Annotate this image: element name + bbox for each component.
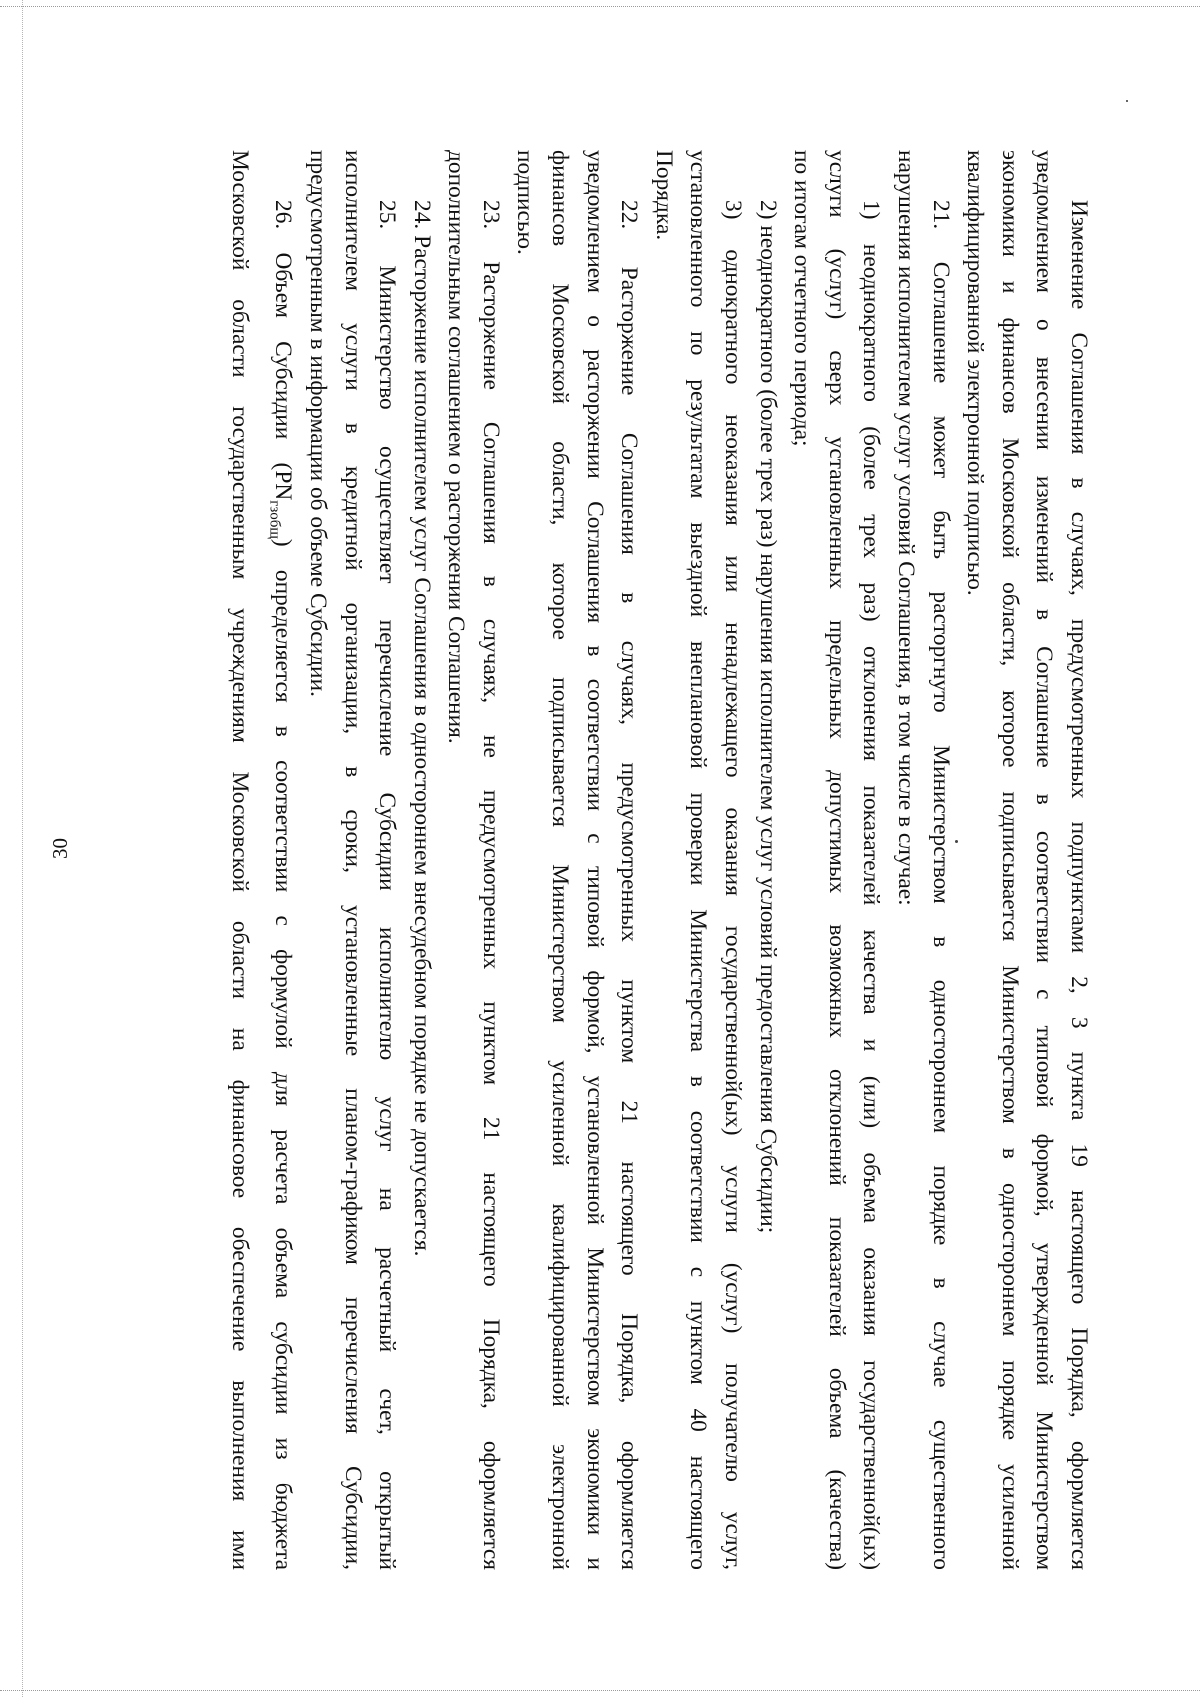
paragraph-line: установленного по результатам выездной внеплановой проверки Министерства в соответствии с пунктом 40 настоящего (685, 150, 712, 1570)
paragraph-line: 24. Расторжение исполнителем услуг Соглашения в одностороннем внесудебном порядке не допускается. (408, 200, 435, 1257)
paragraph-line: квалифицированной электронной подписью. (962, 150, 989, 596)
paragraph-line: дополнительным соглашением о расторжении Соглашения. (443, 150, 470, 744)
paragraph-line: по итогам отчетного периода; (789, 150, 816, 447)
paragraph-line: нарушения исполнителем услуг условий Соглашения, в том числе в случае: (893, 150, 920, 906)
paragraph-line: 23. Расторжение Соглашения в случаях, не предусмотренных пунктом 21 настоящего Порядка, оформляется (477, 200, 504, 1570)
paragraph-line: Порядка. (650, 150, 677, 241)
paragraph-line: уведомлением о расторжении Соглашения в соответствии с типовой формой, установленной Министерством экономики и (581, 150, 608, 1570)
paragraph-line: 2) неоднократного (более трех раз) нарушения исполнителем услуг условий предоставления Субсидии; (754, 200, 781, 1234)
document-body (222, 150, 1096, 1570)
paragraph-line: 22. Расторжение Соглашения в случаях, предусмотренных пунктом 21 настоящего Порядка, оформляется (616, 200, 643, 1570)
paragraph-line: Московской области государственным учреждениям Московской области на финансовое обеспечение выполнения ими (227, 150, 254, 1570)
paragraph-line: 21. Соглашение может быть расторгнуто Министерством в одностороннем порядке в случае существенного (927, 200, 954, 1570)
paragraph-line: уведомлением о внесении изменений в Соглашение в соответствии с типовой формой, утвержденной Министерством (1031, 150, 1058, 1570)
paragraph-line: 26. Объем Субсидии $(PN_{гзобщ})$ определяется в соответствии с формулой для расчета объема субсидии из бюджета (266, 200, 297, 1570)
paragraph-line: услуги (услуг) сверх установленных предельных допустимых возможных отклонений показателей объема (качества) (823, 150, 850, 1570)
paragraph-line: экономики и финансов Московской области, которое подписывается Министерством в одностороннем порядке усиленной (996, 150, 1023, 1570)
paragraph-line: подписью. (512, 150, 539, 255)
paragraph-line: Изменение Соглашения в случаях, предусмотренных подпунктами 2, 3 пункта 19 настоящего Порядка, оформляется (1066, 200, 1092, 1570)
paragraph-line: 1) неоднократного (более трех раз) отклонения показателей качества и (или) объема оказания государственной(ых) (858, 200, 885, 1570)
paragraph-line: предусмотренным в информации об объеме Субсидии. (304, 150, 331, 697)
paragraph-line: 3) однократного неоказания или ненадлежащего оказания государственной(ых) услуги (услуг) получателю услуг, (720, 200, 747, 1570)
paragraph-line: 25. Министерство осуществляет перечисление Субсидии исполнителю услуг на расчетный счет, открытый (374, 200, 401, 1570)
formula-subscript: гзобщ (266, 500, 283, 539)
paragraph-line: финансов Московской области, которое подписывается Министерством усиленной квалифицированной электронной (547, 150, 574, 1570)
page-number: 30 (48, 838, 72, 859)
paragraph-line: исполнителем услуги в кредитной организации, в сроки, установленные планом-графиком перечисления Субсидии, (339, 150, 366, 1570)
